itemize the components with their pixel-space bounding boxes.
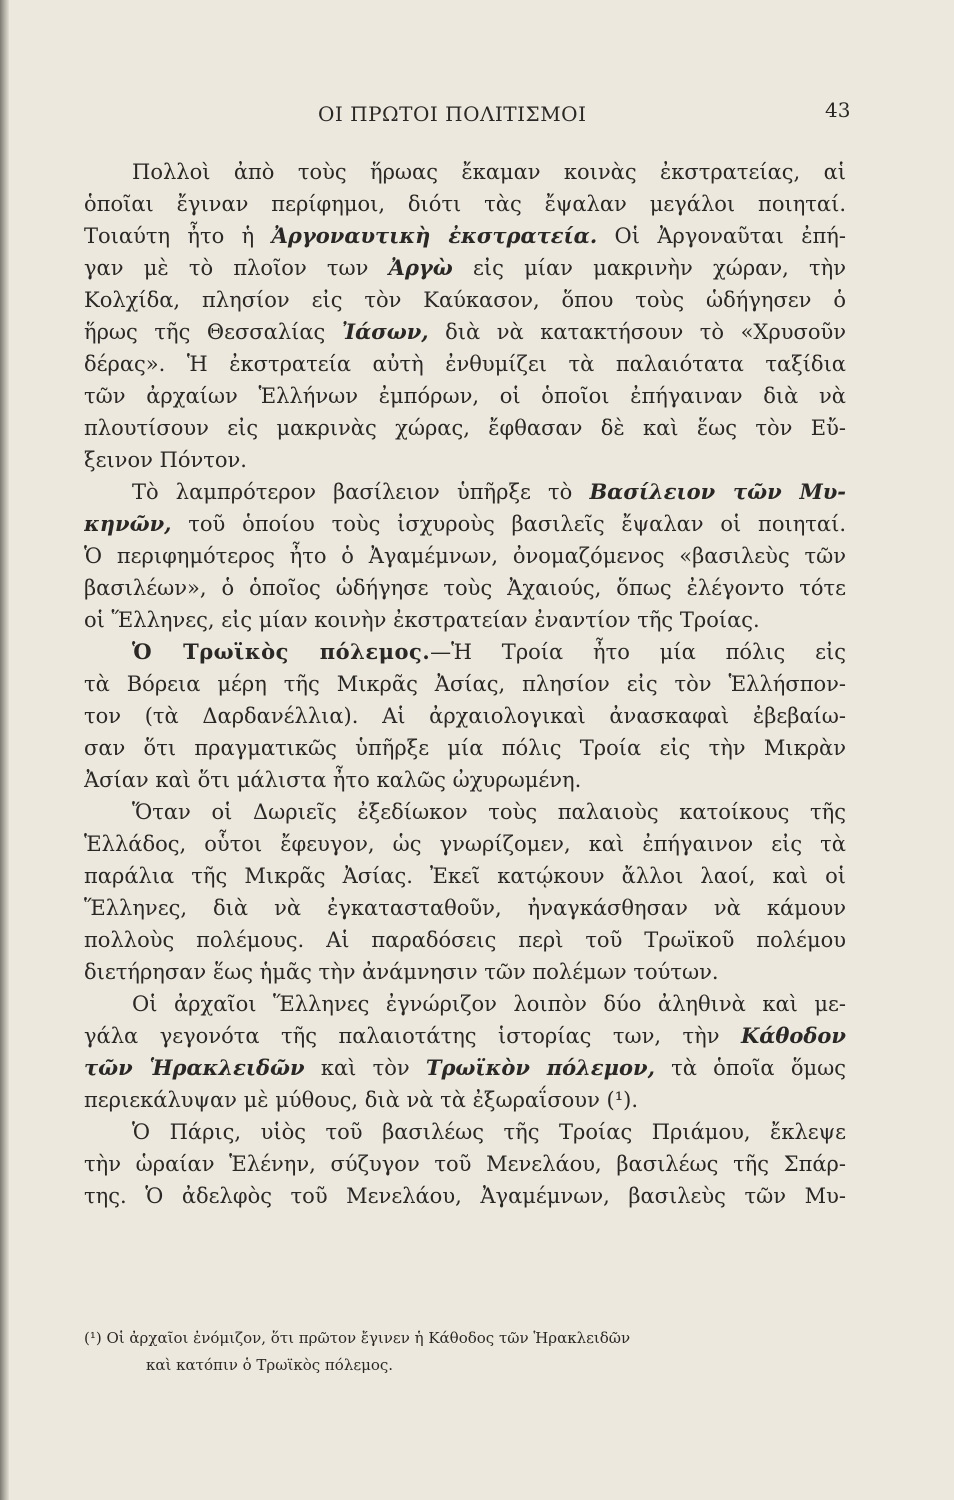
emphasis-text: κηνῶν, bbox=[84, 511, 172, 536]
text-run: παράλια τῆς Μικρᾶς Ἀσίας. Ἐκεῖ κατῴκουν ἄλλοι λαοί, καὶ οἱ bbox=[84, 864, 846, 888]
text-line bbox=[84, 700, 846, 732]
text-line bbox=[84, 892, 846, 924]
text-line bbox=[84, 764, 846, 796]
body-text bbox=[84, 156, 846, 1212]
text-run: ὁποῖαι ἔγιναν περίφημοι, διότι τὰς ἔψαλαν μεγάλοι ποιηταί. bbox=[84, 192, 846, 216]
text-line bbox=[84, 636, 846, 668]
text-run: Κολχίδα, πλησίον εἰς τὸν Καύκασον, ὅπου τοὺς ὡδήγησεν ὁ bbox=[84, 288, 846, 312]
text-line bbox=[84, 732, 846, 764]
text-line bbox=[84, 796, 846, 828]
text-run: σαν ὅτι πραγματικῶς ὑπῆρξε μία πόλις Τροία εἰς τὴν Μικρὰν bbox=[84, 736, 846, 760]
text-run: τοῦ ὁποίου τοὺς ἰσχυροὺς βασιλεῖς ἔψαλαν οἱ ποιηταί. bbox=[171, 512, 846, 536]
text-run: Ἀσίαν καὶ ὅτι μάλιστα ἦτο καλῶς ὠχυρωμένη. bbox=[84, 768, 582, 792]
text-run: Οἱ ἀρχαῖοι Ἕλληνες ἐγνώριζον λοιπὸν δύο ἀληθινὰ καὶ με- bbox=[132, 992, 846, 1016]
text-run: —Ἡ Τροία ἦτο μία πόλις εἰς bbox=[430, 640, 846, 664]
text-line bbox=[84, 1180, 846, 1212]
emphasis-text: τῶν Ἡρακλειδῶν bbox=[84, 1055, 305, 1080]
text-line bbox=[84, 284, 846, 316]
text-line bbox=[84, 252, 846, 284]
text-run: γάλα γεγονότα τῆς παλαιοτάτης ἱστορίας των, τὴν bbox=[84, 1024, 741, 1048]
text-run: Ὅταν οἱ Δωριεῖς ἐξεδίωκον τοὺς παλαιοὺς κατοίκους τῆς bbox=[132, 800, 846, 824]
emphasis-text: Ἰάσων, bbox=[341, 319, 429, 344]
text-run: εἰς μίαν μακρινὴν χώραν, τὴν bbox=[452, 256, 846, 280]
text-line bbox=[84, 860, 846, 892]
text-run: τον (τὰ Δαρδανέλλια). Αἱ ἀρχαιολογικαὶ ἀνασκαφαὶ ἐβεβαίω- bbox=[84, 704, 846, 728]
text-run: καὶ τὸν bbox=[304, 1056, 426, 1080]
text-run: περιεκάλυψαν μὲ μύθους, διὰ νὰ τὰ ἐξωραΐσουν (¹). bbox=[84, 1088, 638, 1112]
text-line bbox=[84, 156, 846, 188]
text-run: γαν μὲ τὸ πλοῖον των bbox=[84, 256, 389, 280]
text-run: ἥρως τῆς Θεσσαλίας bbox=[84, 320, 342, 344]
text-line bbox=[84, 668, 846, 700]
emphasis-text: Ἀργὼ bbox=[388, 255, 453, 280]
text-line bbox=[84, 956, 846, 988]
text-run: ξεινον Πόντον. bbox=[84, 448, 247, 472]
page-number: 43 bbox=[825, 98, 851, 122]
text-run: δέρας». Ἡ ἐκστρατεία αὐτὴ ἐνθυμίζει τὰ παλαιότατα ταξίδια bbox=[84, 352, 846, 376]
text-run: βασιλέων», ὁ ὁποῖος ὡδήγησε τοὺς Ἀχαιούς, ὅπως ἐλέγοντο τότε bbox=[84, 576, 846, 600]
text-line bbox=[84, 188, 846, 220]
text-run: πολλοὺς πολέμους. Αἱ παραδόσεις περὶ τοῦ Τρωϊκοῦ πολέμου bbox=[84, 928, 846, 952]
text-line bbox=[84, 1148, 846, 1180]
text-line bbox=[84, 316, 846, 348]
text-line bbox=[84, 924, 846, 956]
text-run: Ὁ Πάρις, υἱὸς τοῦ βασιλέως τῆς Τροίας Πριάμου, ἔκλεψε bbox=[132, 1120, 846, 1144]
running-title: ΟΙ ΠΡΩΤΟΙ ΠΟΛΙΤΙΣΜΟΙ bbox=[318, 102, 587, 126]
text-run: οἱ Ἕλληνες, εἰς μίαν κοινὴν ἐκστρατείαν ἐναντίον τῆς Τροίας. bbox=[84, 608, 760, 632]
text-line bbox=[84, 380, 846, 412]
text-line bbox=[84, 508, 846, 540]
footnotes bbox=[84, 1325, 846, 1379]
text-line bbox=[84, 1116, 846, 1148]
text-line bbox=[84, 988, 846, 1020]
text-line bbox=[84, 1020, 846, 1052]
text-line bbox=[84, 1052, 846, 1084]
text-line bbox=[84, 348, 846, 380]
text-run: διὰ νὰ κατακτήσουν τὸ «Χρυσοῦν bbox=[428, 320, 846, 344]
text-run: Οἱ Ἀργοναῦται ἐπή- bbox=[597, 224, 846, 248]
text-line bbox=[84, 1084, 846, 1116]
text-run: Ἑλλάδος, οὗτοι ἔφευγον, ὡς γνωρίζομεν, καὶ ἐπήγαινον εἰς τὰ bbox=[84, 832, 846, 856]
text-line bbox=[84, 572, 846, 604]
text-run: Ἕλληνες, διὰ νὰ ἐγκατασταθοῦν, ἠναγκάσθησαν νὰ κάμουν bbox=[84, 896, 846, 920]
text-line bbox=[84, 476, 846, 508]
text-run: Ὁ περιφημότερος ἦτο ὁ Ἀγαμέμνων, ὀνομαζόμενος «βασιλεὺς τῶν bbox=[84, 544, 846, 568]
page-binding-edge bbox=[0, 0, 9, 1500]
page-header bbox=[0, 98, 954, 132]
text-run: της. Ὁ ἀδελφὸς τοῦ Μενελάου, Ἀγαμέμνων, βασιλεὺς τῶν Μυ- bbox=[84, 1184, 846, 1208]
emphasis-text: Βασίλειον τῶν Μυ- bbox=[589, 479, 846, 504]
text-run: Τὸ λαμπρότερον βασίλειον ὑπῆρξε τὸ bbox=[132, 480, 590, 504]
footnote-line: καὶ κατόπιν ὁ Τρωϊκὸς πόλεμος. bbox=[146, 1356, 394, 1374]
text-line bbox=[84, 220, 846, 252]
text-run: πλουτίσουν εἰς μακρινὰς χώρας, ἔφθασαν δὲ καὶ ἕως τὸν Εὔ- bbox=[84, 416, 846, 440]
text-run: τὴν ὡραίαν Ἑλένην, σύζυγον τοῦ Μενελάου, βασιλέως τῆς Σπάρ- bbox=[84, 1152, 846, 1176]
footnote-line: (¹) Οἱ ἀρχαῖοι ἐνόμιζον, ὅτι πρῶτον ἔγινεν ἡ Κάθοδος τῶν Ἡρακλειδῶν bbox=[84, 1329, 631, 1347]
text-line bbox=[84, 444, 846, 476]
emphasis-text: Ἀργοναυτικὴ ἐκστρατεία. bbox=[271, 223, 598, 248]
text-line bbox=[84, 412, 846, 444]
text-line bbox=[84, 540, 846, 572]
emphasis-text: Κάθοδον bbox=[740, 1023, 846, 1048]
text-run: τῶν ἀρχαίων Ἑλλήνων ἐμπόρων, οἱ ὁποῖοι ἐπήγαιναν διὰ νὰ bbox=[84, 384, 846, 408]
text-line bbox=[84, 828, 846, 860]
text-line bbox=[84, 604, 846, 636]
text-run: τὰ Βόρεια μέρη τῆς Μικρᾶς Ἀσίας, πλησίον εἰς τὸν Ἑλλήσπον- bbox=[84, 672, 846, 696]
text-run: Πολλοὶ ἀπὸ τοὺς ἥρωας ἔκαμαν κοινὰς ἐκστρατείας, αἱ bbox=[132, 160, 846, 184]
section-heading: Ὁ Τρωϊκὸς πόλεμος. bbox=[132, 639, 431, 664]
text-run: τὰ ὁποῖα ὅμως bbox=[654, 1056, 846, 1080]
text-run: διετήρησαν ἕως ἡμᾶς τὴν ἀνάμνησιν τῶν πολέμων τούτων. bbox=[84, 960, 719, 984]
emphasis-text: Τρωϊκὸν πόλεμον, bbox=[425, 1055, 655, 1080]
text-run: Τοιαύτη ἦτο ἡ bbox=[84, 224, 272, 248]
